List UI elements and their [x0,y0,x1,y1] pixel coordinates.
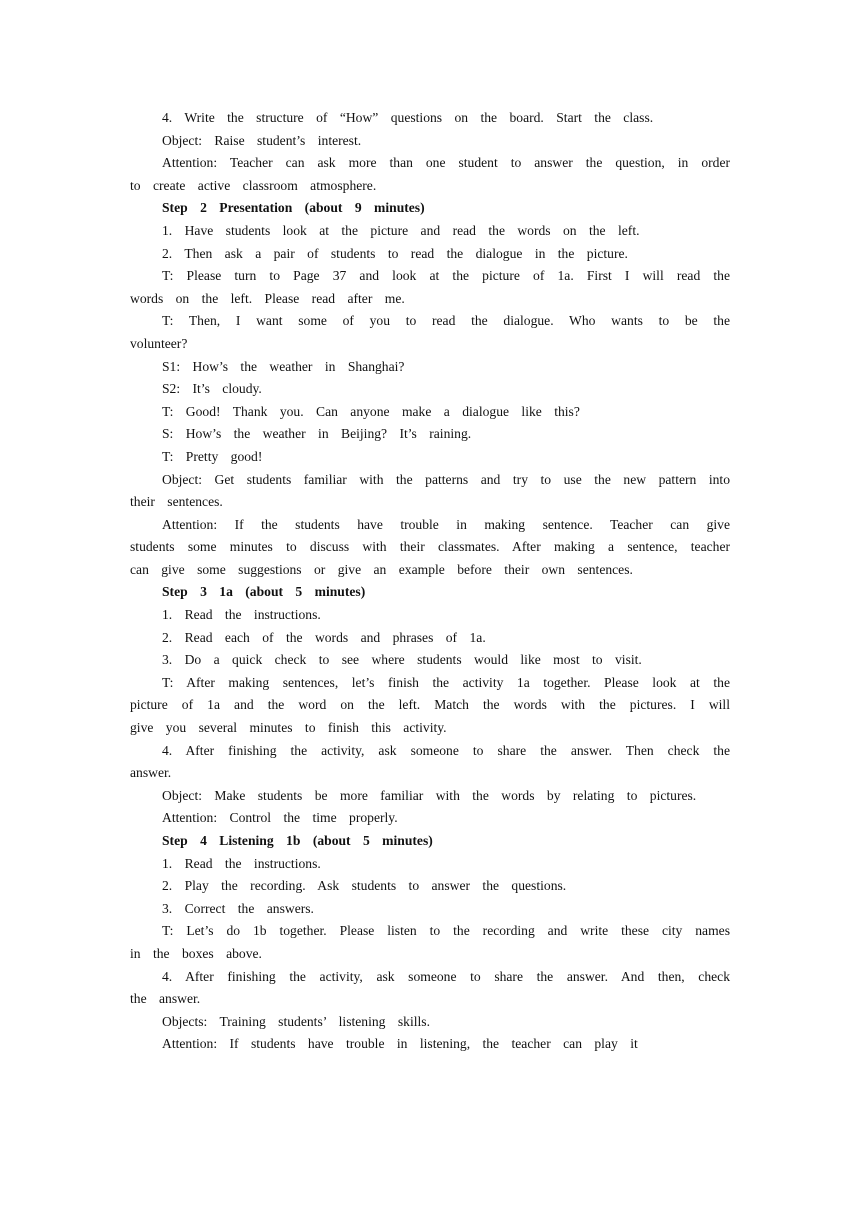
paragraph: Object: Get students familiar with the patterns and try to use the new pattern into their sentences. [130,471,730,510]
paragraph: Attention: Control the time properly. [162,810,398,826]
paragraph: Attention: If students have trouble in listening, the teacher can play it [162,1036,638,1052]
paragraph: T: Please turn to Page 37 and look at the picture of 1a. First I will read the words on the left. Please read after me. [130,268,730,306]
paragraph: Object: Raise student’s interest. [162,132,362,148]
paragraph: T: Then, I want some of you to read the dialogue. Who wants to be the volunteer? [130,313,730,351]
document-page [130,107,730,1056]
paragraph: T: Pretty good! [162,448,263,464]
paragraph: 2. Play the recording. Ask students to answer the questions. [162,878,567,894]
paragraph: 2. Read each of the words and phrases of 1a. [162,629,486,645]
paragraph: 4. After finishing the activity, ask someone to share the answer. And then, check the answer. [130,968,730,1007]
step-heading: Step 4 Listening 1b (about 5 minutes) [162,833,433,848]
paragraph: S1: How’s the weather in Shanghai? [162,358,405,374]
paragraph: T: Good! Thank you. Can anyone make a dialogue like this? [162,403,580,419]
paragraph: Attention: Teacher can ask more than one student to answer the question, in order to create active classroom atmosphere. [130,155,730,193]
step-heading: Step 3 1a (about 5 minutes) [162,584,366,600]
paragraph: T: Let’s do 1b together. Please listen to the recording and write these city names in the boxes above. [130,923,730,961]
paragraph: Objects: Training students’ listening skills. [162,1013,430,1029]
paragraph: 1. Read the instructions. [162,607,321,623]
paragraph: Attention: If the students have trouble in making sentence. Teacher can give students some minutes to discuss with their classmates. After making a sentence, teacher can give some suggestions or give an example before their own sentences. [130,516,730,577]
paragraph: S2: It’s cloudy. [162,381,262,397]
step-heading: Step 2 Presentation (about 9 minutes) [162,200,425,216]
paragraph: 3. Correct the answers. [162,900,314,916]
paragraph: T: After making sentences, let’s finish the activity 1a together. Please look at the picture of 1a and the word on the left. Match the words with the pictures. I will give you several minutes to finish this activity. [130,674,730,736]
paragraph: 4. After finishing the activity, ask someone to share the answer. Then check the answer. [130,742,730,781]
paragraph: 1. Read the instructions. [162,855,321,871]
paragraph: Object: Make students be more familiar with the words by relating to pictures. [162,787,697,803]
paragraph: 1. Have students look at the picture and read the words on the left. [162,222,640,238]
paragraph: 3. Do a quick check to see where students would like most to visit. [162,652,642,668]
paragraph: 2. Then ask a pair of students to read the dialogue in the picture. [162,245,628,261]
paragraph: S: How’s the weather in Beijing? It’s raining. [162,426,472,442]
paragraph: 4. Write the structure of “How” questions on the board. Start the class. [162,110,654,125]
